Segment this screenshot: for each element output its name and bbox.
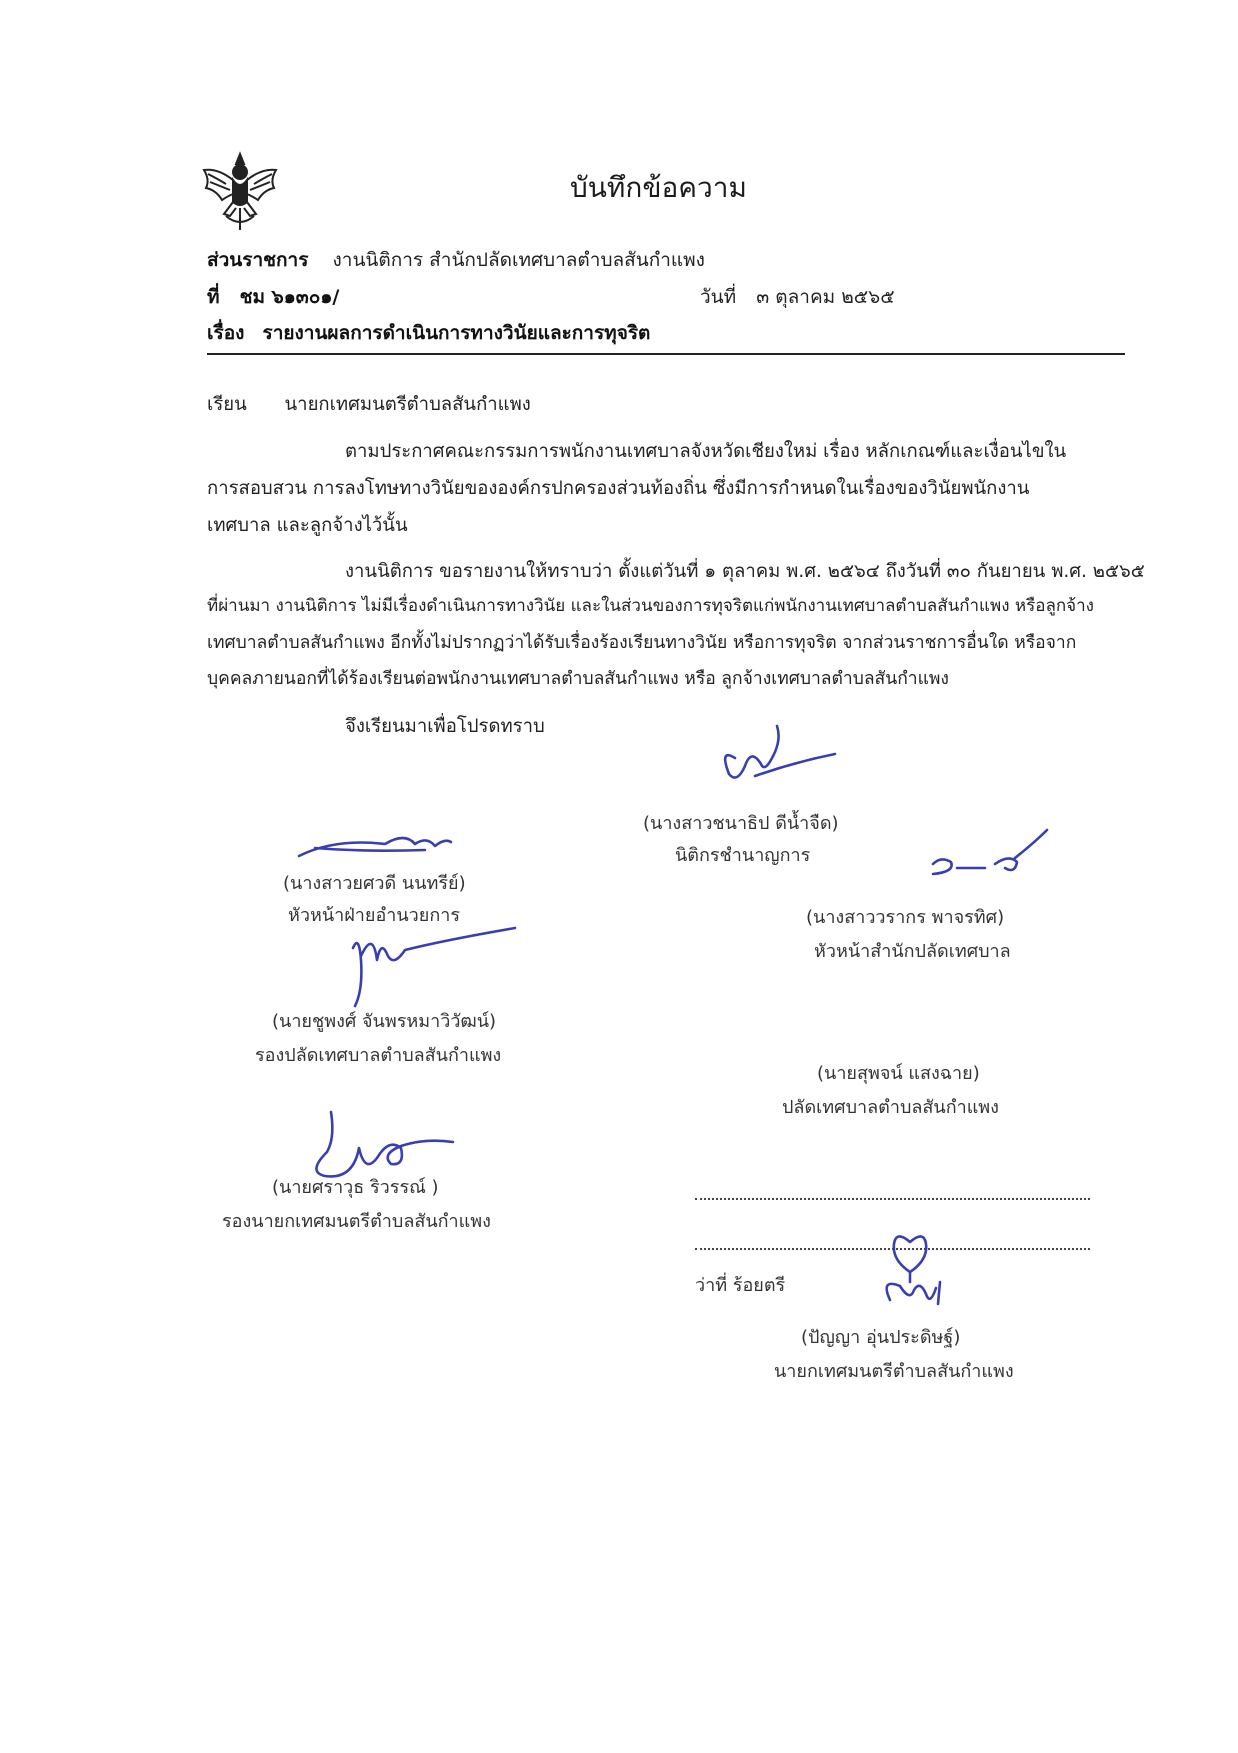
- reference-line: [207, 282, 339, 312]
- signatory-7-prefix: ว่าที่ ร้อยตรี: [695, 1275, 786, 1296]
- paragraph-2-line-3: เทศบาลตำบลสันกำแพง อีกทั้งไม่ปรากฏว่าได้รับเรื่องร้องเรียนทางวินัย หรือการทุจริต จากส่วนราชการอื่นใด หรือจาก: [207, 633, 1077, 653]
- subject-line: [207, 318, 650, 348]
- ref-value: ชม ๖๑๓๐๑/: [239, 286, 340, 308]
- subject-value: รายงานผลการดำเนินการทางวินัยและการทุจริต: [262, 322, 651, 344]
- signature-7: [870, 1230, 950, 1310]
- signatory-1-name: (นางสาวชนาธิป ดีน้ำจืด): [643, 813, 839, 834]
- signature-3: [925, 828, 1055, 886]
- signature-2: [295, 828, 455, 864]
- paragraph-2-line-4: บุคคลภายนอกที่ได้ร้องเรียนต่อพนักงานเทศบาลตำบลสันกำแพง หรือ ลูกจ้างเทศบาลตำบลสันกำแพง: [207, 669, 949, 689]
- salutation-to: นายกเทศมนตรีตำบลสันกำแพง: [284, 394, 531, 415]
- signatory-3-name: (นางสาววรากร พาจรทิศ): [806, 907, 1005, 928]
- closing-line: จึงเรียนมาเพื่อโปรดทราบ: [345, 716, 545, 737]
- garuda-emblem-icon: [200, 150, 280, 232]
- salutation-label: เรียน: [207, 394, 247, 415]
- signatory-6-title: รองนายกเทศมนตรีตำบลสันกำแพง: [222, 1211, 491, 1232]
- signatory-5-title: ปลัดเทศบาลตำบลสันกำแพง: [782, 1097, 999, 1118]
- subject-label: เรื่อง: [207, 322, 245, 344]
- agency-label: ส่วนราชการ: [207, 249, 309, 271]
- signatory-1-title: นิติกรชำนาญการ: [675, 845, 811, 866]
- paragraph-2-line-2: ที่ผ่านมา งานนิติการ ไม่มีเรื่องดำเนินการทางวินัย และในส่วนของการทุจริตแก่พนักงานเทศบาลตำบลสันกำแพง หรือลูกจ้าง: [207, 596, 1094, 616]
- agency-line: [207, 245, 705, 275]
- signatory-2-name: (นางสาวยศวดี นนทรีย์): [283, 873, 466, 894]
- paragraph-1-line-1: ตามประกาศคณะกรรมการพนักงานเทศบาลจังหวัดเชียงใหม่ เรื่อง หลักเกณฑ์และเงื่อนไขใน: [345, 441, 1067, 462]
- date-line: [700, 282, 895, 312]
- date-value: ๓ ตุลาคม ๒๕๖๕: [756, 286, 895, 308]
- memo-title: บันทึกข้อความ: [570, 171, 747, 204]
- signature-6: [305, 1108, 465, 1180]
- signature-1: [715, 718, 845, 798]
- paragraph-1-line-2: การสอบสวน การลงโทษทางวินัยขององค์กรปกครองส่วนท้องถิ่น ซึ่งมีการกำหนดในเรื่องของวินัยพนักงาน: [207, 478, 1030, 499]
- signature-4: [345, 920, 520, 1010]
- signatory-6-name: (นายศราวุธ ริวรรณ์ ): [272, 1177, 439, 1198]
- signatory-2-title: หัวหน้าฝ่ายอำนวยการ: [288, 905, 461, 926]
- paragraph-1-line-3: เทศบาล และลูกจ้างไว้นั้น: [207, 515, 408, 536]
- signatory-5-name: (นายสุพจน์ แสงฉาย): [817, 1063, 980, 1084]
- signatory-4-name: (นายชูพงศ์ จันพรหมาวิวัฒน์): [272, 1011, 497, 1032]
- signatory-3-title: หัวหน้าสำนักปลัดเทศบาล: [814, 941, 1011, 962]
- signatory-7-name: (ปัญญา อุ่นประดิษฐ์): [801, 1327, 961, 1348]
- ref-label: ที่: [207, 286, 220, 308]
- signatory-4-title: รองปลัดเทศบาลตำบลสันกำแพง: [255, 1045, 502, 1066]
- mayor-order-line-1: [695, 1198, 1090, 1200]
- signatory-7-title: นายกเทศมนตรีตำบลสันกำแพง: [774, 1361, 1014, 1382]
- agency-value: งานนิติการ สำนักปลัดเทศบาลตำบลสันกำแพง: [332, 249, 705, 271]
- header-divider: [207, 353, 1125, 355]
- paragraph-2-line-1: งานนิติการ ขอรายงานให้ทราบว่า ตั้งแต่วันที่ ๑ ตุลาคม พ.ศ. ๒๕๖๔ ถึงวันที่ ๓๐ กันยายน พ.ศ. ๒๕๖๕: [345, 561, 1145, 582]
- date-label: วันที่: [700, 286, 737, 308]
- salutation: [207, 390, 531, 419]
